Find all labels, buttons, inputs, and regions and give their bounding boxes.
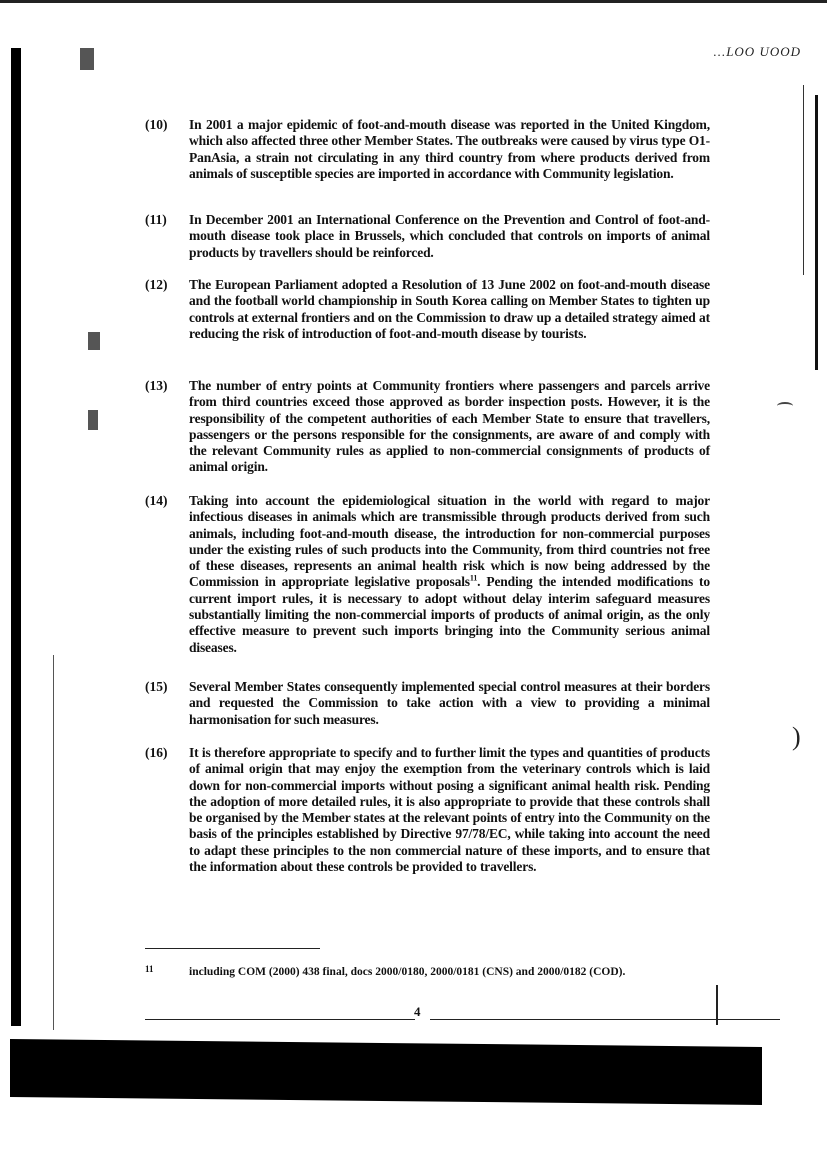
recital-13 (145, 378, 710, 476)
recital-text: It is therefore appropriate to specify and to further limit the types and quantities of products of animal origin that may enjoy the exemption from the veterinary controls which is laid down for non-commercial imports without posing a significant animal health risk. Pending the adoption of more detailed rules, it is also appropriate to provide that these controls shall be organised by the Member states at the relevant points of entry into the Community on the basis of the principles established by Directive 97/78/EC, while taking into account the need to adapt these principles to the non commercial nature of these imports, and to ensure that the information about these controls be provided to travellers. (189, 745, 710, 875)
recital-text: The number of entry points at Community frontiers where passengers and parcels arrive from third countries exceed those approved as border inspection posts. However, it is the responsibility of the competent authorities of each Member State to ensure that travellers, passengers or the persons responsible for the consignments, are aware of and comply with the relevant Community rules as applied to non-commercial consignments of products of animal origin. (189, 378, 710, 475)
scan-top-strip (0, 0, 827, 3)
crop-mark (716, 985, 718, 1025)
scan-mark (80, 48, 94, 70)
footnote-text: including COM (2000) 438 final, docs 2000/0180, 2000/0181 (CNS) and 2000/0182 (COD). (189, 966, 626, 978)
recital-number: (16) (145, 745, 168, 760)
header-mark: ...LOO UOOD (713, 44, 801, 59)
margin-paren: ) (792, 722, 801, 751)
page-footer-rule (145, 1019, 415, 1020)
scan-bottom-bar (10, 1039, 762, 1105)
recital-16 (145, 745, 710, 875)
recital-text (189, 493, 710, 656)
recital-number: (10) (145, 117, 168, 132)
recital-10 (145, 117, 710, 182)
recital-number: (12) (145, 277, 168, 292)
recital-12 (145, 277, 710, 342)
scan-tick (777, 402, 793, 410)
scan-mark (88, 332, 100, 350)
footnote-ref: 11 (469, 573, 478, 583)
recital-number: (11) (145, 212, 167, 227)
recital-text-part: . Pending the intended modifications to current import rules, it is necessary to adopt without delay interim safeguard measures substantially limiting the non-commercial imports of products of animal origin, as the only effective measure to prevent such imports bringing into the Community serious animal diseases. (189, 574, 710, 655)
recital-text: The European Parliament adopted a Resolution of 13 June 2002 on foot-and-mouth disease and the football world championship in South Korea calling on Member States to tighten up controls at external frontiers and on the Commission to draw up a detailed strategy aimed at reducing the risk of introduction of foot-and-mouth disease by tourists. (189, 277, 710, 341)
recital-15 (145, 679, 710, 728)
recital-number: (13) (145, 378, 168, 393)
recital-text-part: Taking into account the epidemiological situation in the world with regard to major infectious diseases in animals which are transmissible through products derived from such animals, including foot-and-mouth disease, the introduction for non-commercial purposes under the existing rules of such products into the Community, from third countries not free of these diseases, represents an animal health risk which is now being addressed by the Commission in appropriate legislative proposals (189, 493, 710, 590)
scan-left-bar (11, 48, 21, 1026)
recital-text: In December 2001 an International Conference on the Prevention and Control of foot-and-mouth disease took place in Brussels, which concluded that controls on imports of animal products by travellers should be reinforced. (189, 212, 710, 260)
footnote-number: 11 (145, 964, 154, 974)
page-footer-rule (430, 1019, 780, 1020)
scan-right-line (803, 85, 804, 275)
recital-11 (145, 212, 710, 261)
footnote (145, 966, 745, 978)
recital-14 (145, 493, 710, 656)
scan-right-line (815, 95, 818, 370)
scan-left-line (53, 655, 54, 1030)
scan-mark (88, 410, 98, 430)
page-number: 4 (414, 1004, 421, 1019)
recital-number: (15) (145, 679, 168, 694)
recital-text: In 2001 a major epidemic of foot-and-mouth disease was reported in the United Kingdom, which also affected three other Member States. The outbreaks were caused by virus type O1-PanAsia, a strain not circulating in any third country from where products derived from animals of susceptible species are imported in accordance with Community legislation. (189, 117, 710, 181)
recital-number: (14) (145, 493, 168, 508)
recital-text: Several Member States consequently implemented special control measures at their borders and requested the Commission to take action with a view to providing a minimal harmonisation for such measures. (189, 679, 710, 727)
footnote-rule (145, 948, 320, 949)
